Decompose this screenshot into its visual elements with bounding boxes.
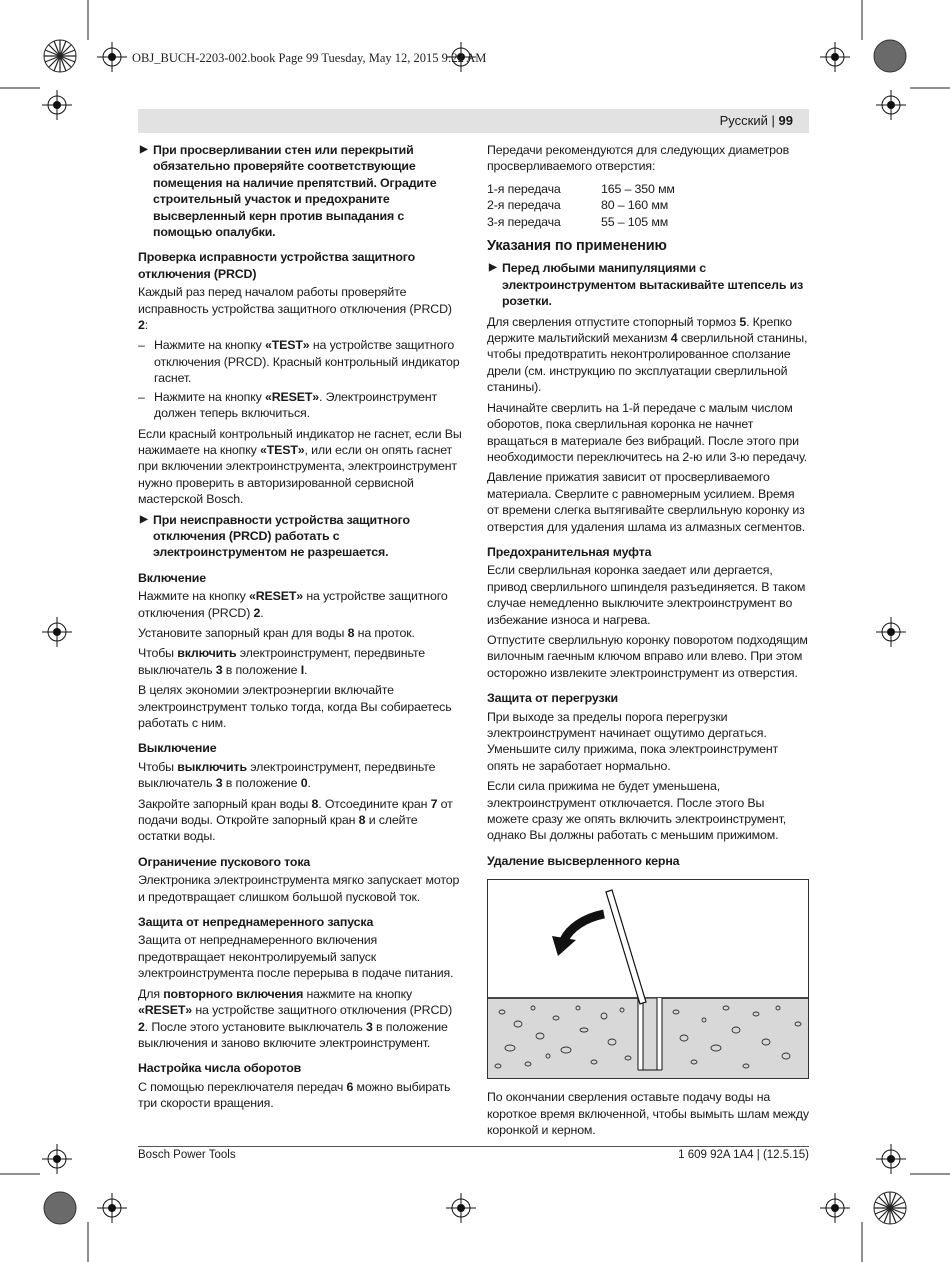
registration-target-right-bottom: [876, 1144, 906, 1174]
list-item: – Нажмите на кнопку «RESET». Электроинструмент должен теперь включиться.: [138, 389, 438, 421]
print-slug: OBJ_BUCH-2203-002.book Page 99 Tuesday, May 12, 2015 9:22 AM: [132, 51, 487, 65]
gray-disc-top-right: [873, 39, 907, 73]
footer-rule: [138, 1146, 809, 1147]
paragraph: Если сверлильная коронка заедает или дергается, привод сверлильного шпинделя разъединяется. В таком случае немедленно выключите электроинструмент во избежание износа и нагрева.: [487, 563, 806, 627]
registration-target-bottom-1: [97, 1193, 127, 1223]
paragraph: Установите запорный кран для воды 8 на проток.: [138, 625, 415, 640]
core-removal-drawing: [488, 880, 808, 1078]
section-title: Указания по применению: [487, 238, 667, 255]
rotation-arrow-icon: [564, 914, 604, 940]
gear-table: [487, 181, 809, 230]
paragraph: Начинайте сверлить на 1-й передаче с малым числом оборотов, пока сверлильная коронка не начнет вращаться в материале без вибраций. После этого при необходимости переключитесь на 2-ю или 3-ю передачу.: [487, 400, 808, 464]
section-heading: Проверка исправности устройства защитного отключения (PRCD): [138, 250, 416, 281]
paragraph: По окончании сверления оставьте подачу воды на короткое время включенной, чтобы вымыть шлам между коронкой и керном.: [487, 1090, 809, 1138]
paragraph: С помощью переключателя передач 6 можно выбирать три скорости вращения.: [138, 1079, 451, 1111]
gear-range: 55 – 105 мм: [601, 214, 669, 229]
gear-range: 80 – 160 мм: [601, 198, 669, 213]
registration-target-top-3: [820, 42, 850, 72]
section-heading: Удаление высверленного керна: [487, 853, 680, 868]
left-column: [138, 142, 462, 1116]
footer-doc-number: 1 609 92A 1A4 | (12.5.15): [678, 1149, 809, 1161]
warning-item: [138, 512, 462, 561]
triangle-bullet-icon: ▶: [489, 262, 497, 274]
triangle-bullet-icon: ▶: [140, 144, 148, 155]
section-heading: Защита от перегрузки: [487, 691, 619, 706]
language-label: Русский: [719, 113, 768, 128]
section-heading: Включение: [138, 570, 207, 585]
gear-range: 165 – 350 мм: [601, 181, 675, 196]
registration-target-bottom-2: [446, 1193, 476, 1223]
paragraph: Закройте запорный кран воды 8. Отсоедините кран 7 от подачи воды. Откройте запорный кран 8 и слейте остатки воды.: [138, 796, 453, 844]
paragraph: Если красный контрольный индикатор не гаснет, если Вы нажимаете на кнопку «TEST», или если он опять гаснет при включении электроинструмента, электроинструмент нужно проверить в авторизированной сервисной мастерской Bosch.: [138, 426, 462, 507]
paragraph: Нажмите на кнопку «RESET» на устройстве защитного отключения (PRCD) 2.: [138, 589, 448, 620]
registration-target-left-mid: [42, 617, 72, 647]
pry-tool: [606, 890, 646, 1004]
paragraph: Каждый раз перед началом работы проверяйте исправность устройства защитного отключения (PRCD) 2:: [138, 285, 452, 333]
page-number: 99: [778, 113, 793, 128]
section-heading: Предохранительная муфта: [487, 544, 652, 559]
triangle-bullet-icon: ▶: [140, 513, 148, 525]
registration-target-left-top: [42, 90, 72, 120]
paragraph: В целях экономии электроэнергии включайте электроинструмент только тогда, когда Вы собираетесь работать с ним.: [138, 683, 452, 730]
footer-brand: Bosch Power Tools: [138, 1149, 236, 1161]
paragraph: Для сверления отпустите стопорный тормоз 5. Крепко держите мальтийский механизм 4 сверлильной станины, чтобы предотвратить неконтролированное сползание дрели (см. инструкцию по эксплуатации сверлильной станины).: [487, 314, 808, 395]
paragraph: Для повторного включения нажмите на кнопку «RESET» на устройстве защитного отключения (PRCD) 2. После этого установите выключатель 3 в положение выключения и заново включите электроинструмент.: [138, 986, 453, 1050]
registration-target-right-top: [876, 90, 906, 120]
paragraph: Отпустите сверлильную коронку поворотом подходящим вилочным гаечным ключом вправо или влево. При этом осторожно извлеките электроинструмент из отверстия.: [487, 632, 808, 680]
registration-target-left-bottom: [42, 1144, 72, 1174]
starburst-mark-bottom-right: [873, 1191, 907, 1225]
header-separator: |: [771, 113, 775, 128]
gear-label: 1-я передача: [487, 181, 561, 196]
gray-disc-bottom-left: [43, 1191, 77, 1225]
gear-label: 3-я передача: [487, 214, 561, 229]
registration-target-bottom-3: [820, 1193, 850, 1223]
section-heading: Защита от непреднамеренного запуска: [138, 915, 374, 930]
registration-target-top-1: [97, 42, 127, 72]
paragraph: Электроника электроинструмента мягко запускает мотор и предотвращает слишком большой пусковой ток.: [138, 873, 460, 904]
paragraph: При выходе за пределы порога перегрузки электроинструмент начинает ощутимо дергаться. Уменьшите силу прижима, пока электроинструмент опять не заработает нормально.: [487, 709, 779, 773]
core-removal-illustration: [487, 879, 809, 1079]
warning-item: [487, 260, 809, 309]
paragraph: Передачи рекомендуются для следующих диаметров просверливаемого отверстия:: [487, 143, 790, 174]
paragraph: Чтобы выключить электроинструмент, передвиньте выключатель 3 в положение 0.: [138, 759, 436, 791]
paragraph: Если сила прижима не будет уменьшена, электроинструмент отключается. После этого Вы можете сразу же опять включить электроинструмент, однако Вы должны работать с меньшим прижимом.: [487, 779, 787, 843]
starburst-mark-top-left: [43, 39, 77, 73]
warning-text: При просверливании стен или перекрытий обязательно проверяйте соответствующие помещения на наличие препятствий. Оградите строительный участок и предохраните высверленный керн против выпадания с помощью опалубки.: [153, 143, 437, 240]
right-column: [487, 142, 809, 1142]
section-heading: Настройка числа оборотов: [138, 1061, 302, 1076]
gear-label: 2-я передача: [487, 198, 561, 213]
registration-target-right-mid: [876, 617, 906, 647]
page-header: [720, 113, 793, 128]
warning-item: [138, 142, 462, 240]
warning-text: Перед любыми манипуляциями с электроинструментом вытаскивайте штепсель из розетки.: [502, 261, 804, 309]
warning-text: При неисправности устройства защитного отключения (PRCD) работать с электроинструментом не разрешается.: [153, 512, 410, 560]
section-heading: Ограничение пускового тока: [138, 854, 311, 869]
paragraph: Чтобы включить электроинструмент, передвиньте выключатель 3 в положение I.: [138, 646, 425, 677]
section-heading: Выключение: [138, 741, 217, 756]
list-item: – Нажмите на кнопку «TEST» на устройстве защитного отключения (PRCD). Красный контрольный индикатор гаснет.: [138, 338, 460, 386]
paragraph: Защита от непреднамеренного включения предотвращает неконтролируемый запуск электроинструмента после перерыва в подаче питания.: [138, 933, 454, 981]
page-header-band: [138, 109, 809, 133]
paragraph: Давление прижатия зависит от просверливаемого материала. Сверлите с равномерным усилием. Время от времени слегка вытягивайте сверлильную коронку из отверстия для удаления шлама из алмазных сегментов.: [487, 470, 806, 534]
